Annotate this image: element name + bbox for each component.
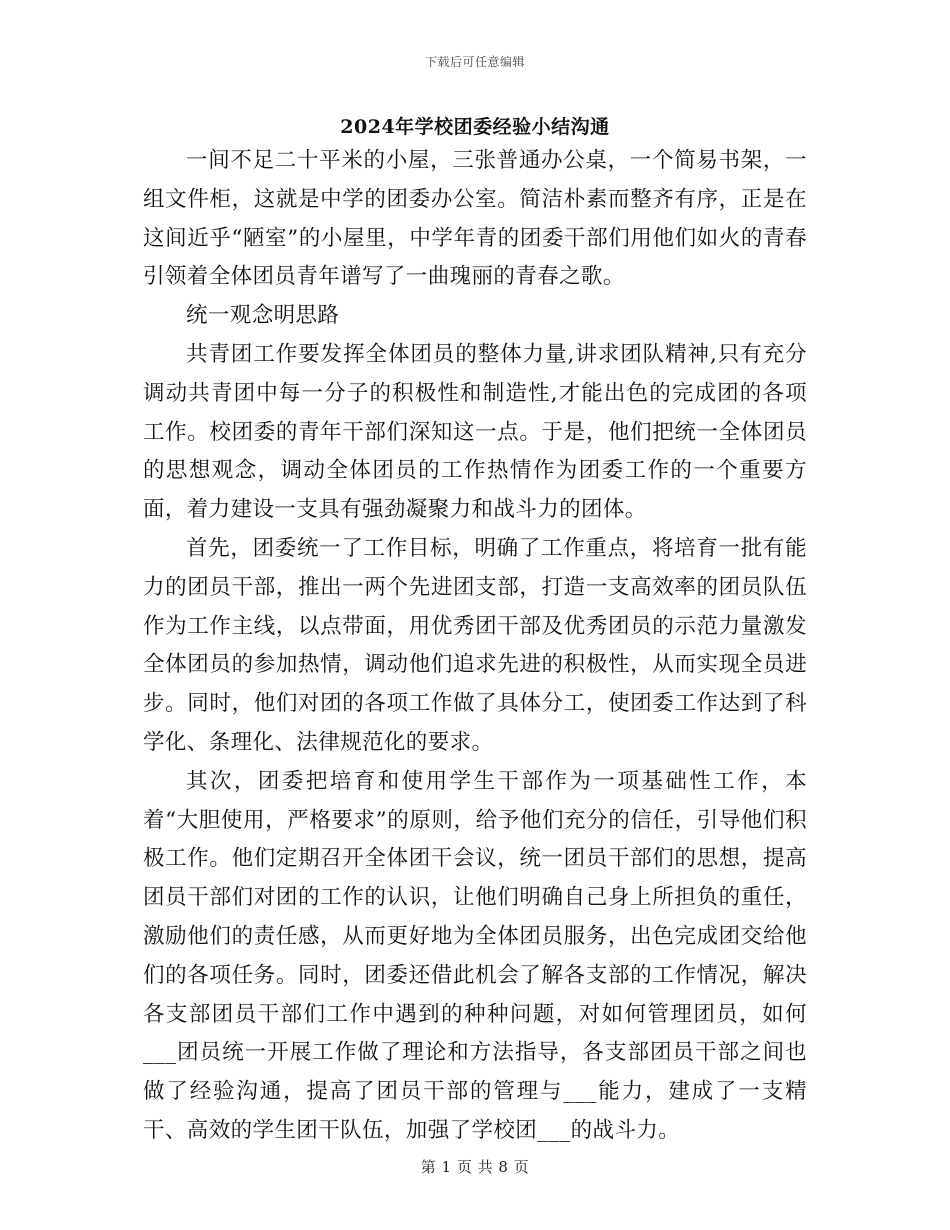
paragraph-intro: 一间不足二十平米的小屋，三张普通办公桌，一个简易书架，一组文件柜，这就是中学的团委办公室。简洁朴素而整齐有序，正是在这间近乎“陋室”的小屋里，中学年青的团委干部们用他们如火的青春引领着全体团员青年谱写了一曲瑰丽的青春之歌。 <box>143 148 807 290</box>
page-footer: 第 1 页 共 8 页 <box>420 1158 530 1176</box>
section-heading: 统一观念明思路 <box>186 303 340 329</box>
paragraph-first: 首先，团委统一了工作目标，明确了工作重点，将培育一批有能力的团员干部，推出一两个先进团支部，打造一支高效率的团员队伍作为工作主线，以点带面，用优秀团干部及优秀团员的示范力量激发全体团员的参加热情，调动他们追求先进的积极性，从而实现全员进步。同时，他们对团的各项工作做了具体分工，使团委工作达到了科学化、条理化、法律规范化的要求。 <box>143 535 807 755</box>
document-title: 2024年学校团委经验小结沟通 <box>340 116 610 138</box>
header-note: 下载后可任意编辑 <box>424 55 525 69</box>
document-body <box>143 142 807 1151</box>
paragraph-second: 其次，团委把培育和使用学生干部作为一项基础性工作，本着“大胆使用，严格要求”的原则，给予他们充分的信任，引导他们积极工作。他们定期召开全体团干会议，统一团员干部们的思想，提高团员干部们对团的工作的认识，让他们明确自己身上所担负的重任，激励他们的责任感，从而更好地为全体团员服务，出色完成团交给他们的各项任务。同时，团委还借此机会了解各支部的工作情况，解决各支部团员干部们工作中遇到的种种问题，对如何管理团员，如何___团员统一开展工作做了理论和方法指导，各支部团员干部之间也做了经验沟通，提高了团员干部的管理与___能力，建成了一支精干、高效的学生团干队伍，加强了学校团___的战斗力。 <box>143 768 807 1143</box>
paragraph-teamwork: 共青团工作要发挥全体团员的整体力量,讲求团队精神,只有充分调动共青团中每一分子的积极性和制造性,才能出色的完成团的各项工作。校团委的青年干部们深知这一点。于是，他们把统一全体团员的思想观念，调动全体团员的工作热情作为团委工作的一个重要方面，着力建设一支具有强劲凝聚力和战斗力的团体。 <box>143 341 807 523</box>
